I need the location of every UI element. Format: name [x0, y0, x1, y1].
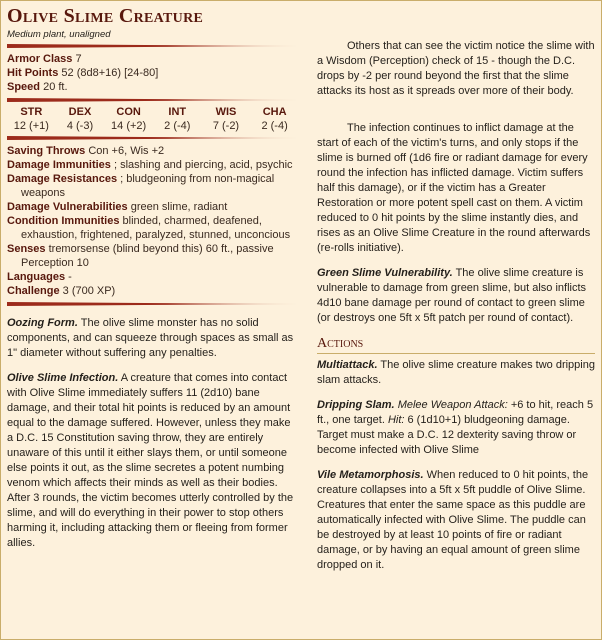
- right-column: [317, 39, 595, 573]
- condition-immunities: Condition Immunities blinded, charmed, deafened, exhaustion, frightened, paralyzed, stunned, unconcious: [7, 215, 291, 241]
- ability-cha: CHA 2 (-4): [261, 106, 288, 132]
- damage-resistances: Damage Resistances ; bludgeoning from non-magical weapons: [7, 173, 275, 199]
- action-vile-metamorphosis: Vile Metamorphosis. When reduced to 0 hit points, the creature collapses into a 5ft x 5ft puddle of Olive Slime. Creatures that enter the same space as this puddle are automatically infected with Olive Slime. The puddle can be destroyed by at least 10 points of fire or radiant damage, or by having an equal amount of green slime dropped on it.: [317, 469, 589, 571]
- creature-type: Medium plant, unaligned: [7, 29, 111, 40]
- creature-name: Olive Slime Creature: [7, 5, 204, 27]
- infection-continues: The infection continues to inflict damage at the start of each of the victim's turns, and only stops if the slime is burned off (1d6 fire or radiant damage for every round the infection has inflicted damage. Victim suffers half this damage), or if the victim has a Greater Restoration or more potent spell cast on them. A victim reduced to 0 hit points by the slime instantly dies, and rises as an Olive Slime Creature in the round afterwards (re-rolls initiative).: [317, 122, 591, 254]
- action-dripping-slam: Dripping Slam. Melee Weapon Attack: +6 to hit, reach 5 ft., one target. Hit: 6 (1d10+1) bludgeoning damage. Target must make a D.C. 12 dexterity saving throw or become infected with Olive Slime: [317, 399, 594, 456]
- armor-class: Armor Class 7: [7, 53, 82, 65]
- ability-wis: WIS 7 (-2): [212, 106, 240, 132]
- ability-dex: DEX 4 (-3): [66, 106, 94, 132]
- action-multiattack: Multiattack. The olive slime creature makes two dripping slam attacks.: [317, 359, 595, 386]
- ability-str: STR 12 (+1): [13, 106, 49, 132]
- damage-immunities: Damage Immunities ; slashing and piercing, acid, psychic: [7, 159, 293, 171]
- divider: [7, 44, 299, 48]
- divider: [7, 302, 299, 306]
- languages: Languages -: [7, 271, 72, 283]
- ability-scores: [7, 106, 299, 132]
- actions-heading: Actions: [317, 336, 595, 354]
- hit-points: Hit Points 52 (8d8+16) [24-80]: [7, 67, 159, 79]
- trait-green-slime-vulnerability: Green Slime Vulnerability. The olive slime creature is vulnerable to damage from green slime, but also inflicts 4d10 bane damage per round of contact to green slime (or destroys one 5ft x 5ft patch per round of contact).: [317, 267, 587, 324]
- damage-vulnerabilities: Damage Vulnerabilities green slime, radiant: [7, 201, 228, 213]
- speed: Speed 20 ft.: [7, 81, 68, 93]
- senses: Senses tremorsense (blind beyond this) 60 ft., passive Perception 10: [7, 243, 274, 269]
- ability-int: INT 2 (-4): [164, 106, 191, 132]
- saving-throws: Saving Throws Con +6, Wis +2: [7, 145, 165, 157]
- divider: [7, 136, 299, 140]
- trait-oozing-form: Oozing Form. The olive slime monster has no solid components, and can squeeze through spaces as small as 1" diameter without suffering any penalties.: [7, 317, 294, 359]
- left-column: [7, 5, 299, 551]
- trait-olive-slime-infection: Olive Slime Infection. A creature that comes into contact with Olive Slime immediately suffers 11 (2d10) bane damage, and their total hit points is reduced by an amount equal to the damage suffered. However, unless they make a D.C. 15 Constitution saving throw, they are entirely unaware of this until it either slays them, or until someone else points it out, as the slime secretes a potent numbing venom which affects their minds as well as their bodies. After 3 rounds, the victim becomes utterly controlled by the slime, and will do everything in their power to stop others harming it, including attacking them or fleeing from former allies.: [7, 372, 294, 549]
- challenge: Challenge 3 (700 XP): [7, 285, 116, 297]
- infection-notice: Others that can see the victim notice the slime with a Wisdom (Perception) check of 15 - though the D.C. drops by -2 per round beyond the first that the slime attacks its host as it spreads over more of their body.: [317, 40, 595, 97]
- divider: [7, 98, 299, 102]
- ability-con: CON 14 (+2): [111, 106, 147, 132]
